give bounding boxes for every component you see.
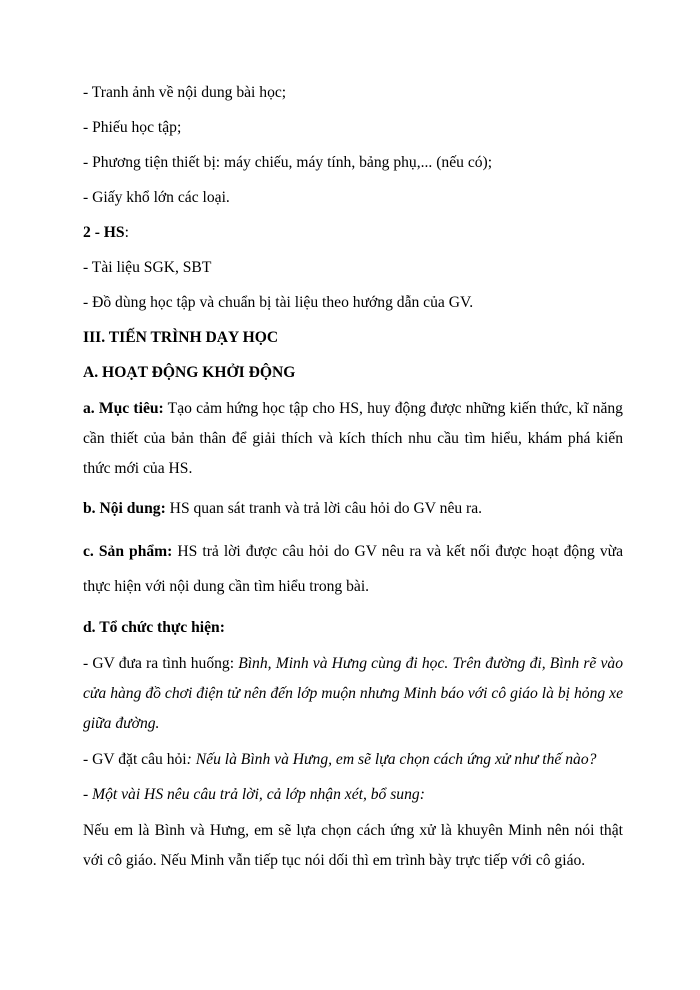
content-label: b. Nội dung: (83, 500, 166, 517)
product-text: HS trả lời được câu hỏi do GV nêu ra và kết nối được hoạt động vừa thực hiện với nội dung cần tìm hiểu trong bài. (83, 543, 623, 595)
objective-paragraph (83, 394, 623, 484)
question-prefix: - GV đặt câu hỏi (83, 751, 187, 768)
list-item: - Đồ dùng học tập và chuẩn bị tài liệu theo hướng dẫn của GV. (83, 294, 474, 311)
product-paragraph (83, 534, 623, 604)
product-label: c. Sản phẩm: (83, 543, 173, 560)
situation-text: Bình, Minh và Hưng cùng đi học. Trên đường đi, Bình rẽ vào cửa hàng đồ chơi điện tử nên đến lớp muộn nhưng Minh báo với cô giáo là bị hỏng xe giữa đường. (83, 655, 624, 732)
situation-paragraph (83, 649, 623, 739)
hs-heading-colon: : (124, 224, 129, 241)
list-item: - Tài liệu SGK, SBT (83, 259, 212, 276)
hs-heading-label: 2 - HS (83, 224, 125, 241)
organization-heading: d. Tổ chức thực hiện: (83, 619, 225, 636)
content-paragraph (83, 494, 623, 524)
section-heading-3: III. TIẾN TRÌNH DẠY HỌC (83, 329, 279, 346)
list-item: - Giấy khổ lớn các loại. (83, 189, 230, 206)
answer-paragraph: Nếu em là Bình và Hưng, em sẽ lựa chọn cách ứng xử là khuyên Minh nên nói thật với cô giáo. Nếu Minh vẫn tiếp tục nói dối thì em trình bày trực tiếp với cô giáo. (83, 822, 623, 869)
hs-heading (83, 222, 623, 244)
document-page (83, 82, 623, 876)
question-text: : Nếu là Bình và Hưng, em sẽ lựa chọn cách ứng xử như thế nào? (186, 751, 597, 768)
objective-text: Tạo cảm hứng học tập cho HS, huy động được những kiến thức, kĩ năng cần thiết của bản thân để giải thích và kích thích nhu cầu tìm hiểu, khám phá kiến thức mới của HS. (83, 400, 623, 477)
list-item: - Tranh ảnh về nội dung bài học; (83, 84, 287, 101)
list-item: - Phiếu học tập; (83, 119, 182, 136)
question-paragraph (83, 749, 623, 771)
content-text: HS quan sát tranh và trả lời câu hỏi do GV nêu ra. (165, 500, 483, 517)
responses-paragraph: - Một vài HS nêu câu trả lời, cả lớp nhận xét, bổ sung: (83, 786, 425, 803)
objective-label: a. Mục tiêu: (83, 400, 164, 417)
section-heading-a: A. HOẠT ĐỘNG KHỞI ĐỘNG (83, 364, 296, 381)
list-item: - Phương tiện thiết bị: máy chiếu, máy tính, bảng phụ,... (nếu có); (83, 154, 493, 171)
situation-prefix: - GV đưa ra tình huống: (83, 655, 239, 672)
